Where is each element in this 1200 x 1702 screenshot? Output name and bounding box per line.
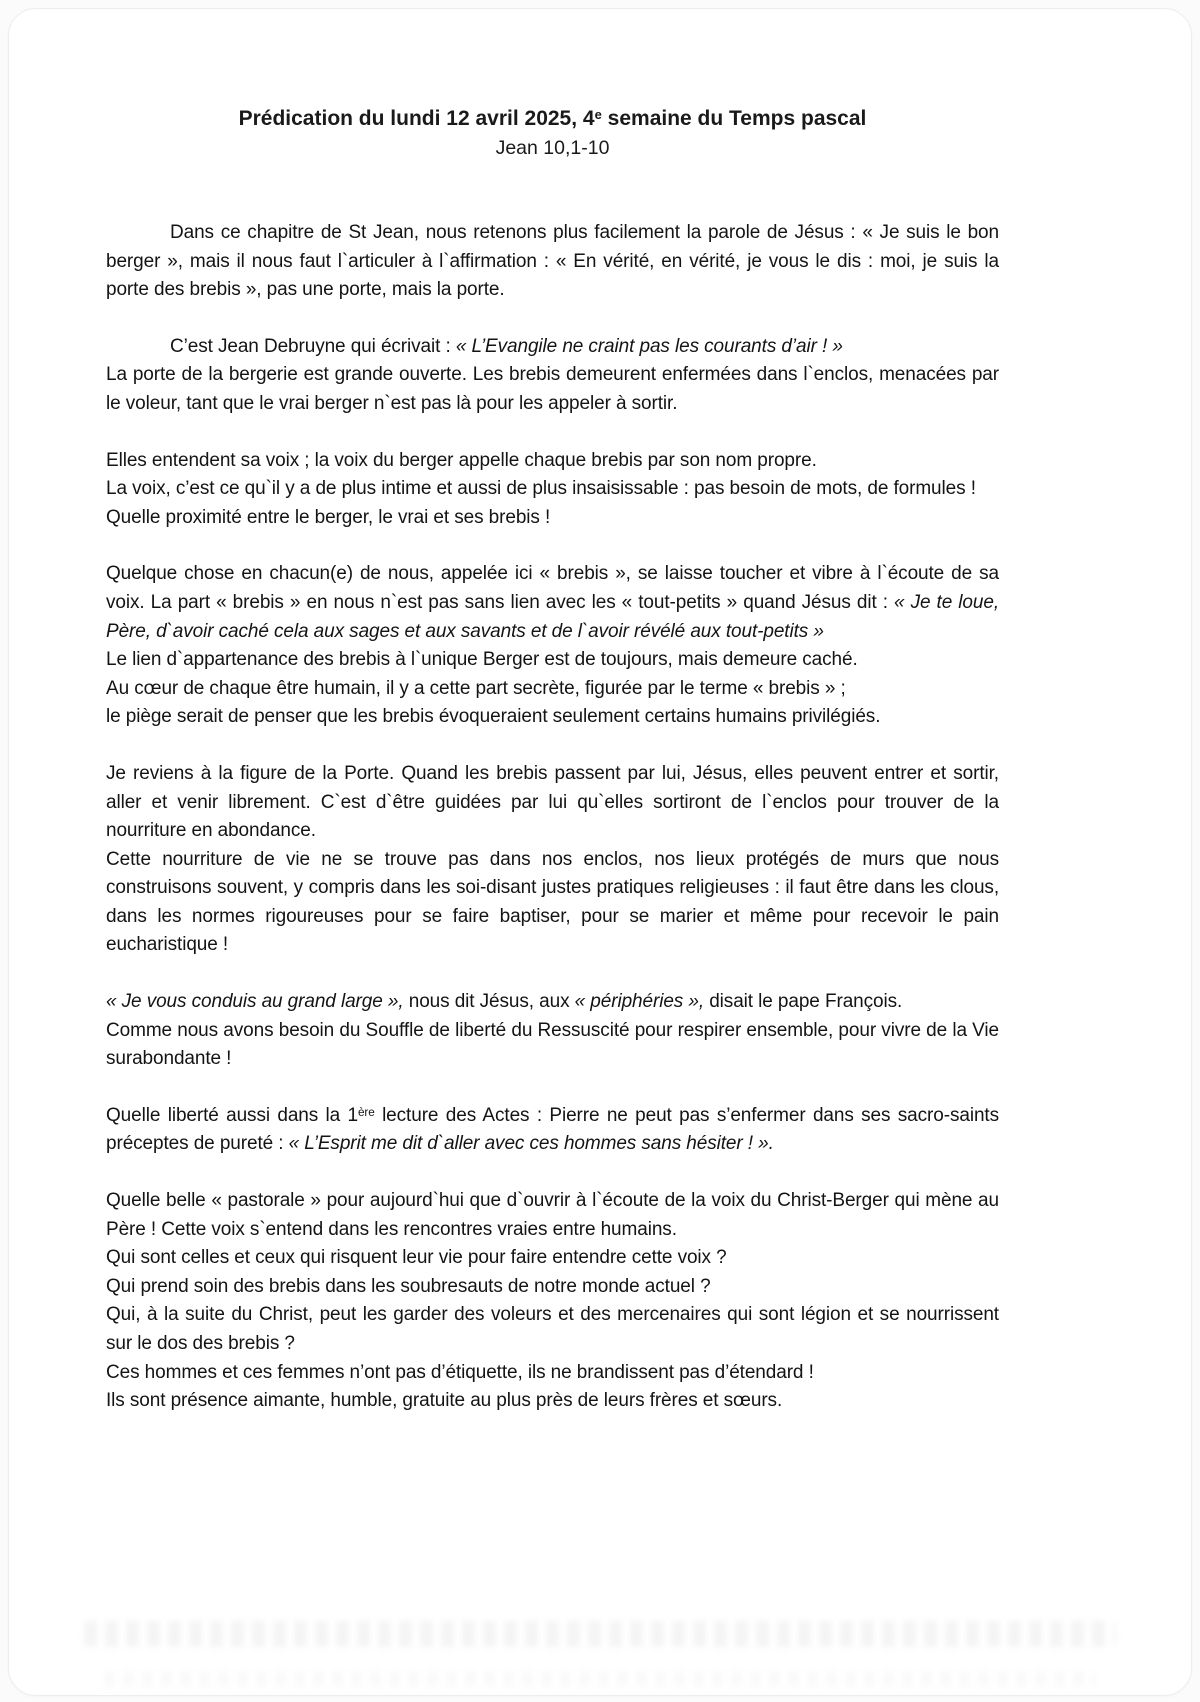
- text-run: Cette nourriture de vie ne se trouve pas dans nos enclos, nos lieux protégés de murs que nous construisons souvent, y compris dans les soi-disant justes pratiques religieuses : il faut être dans les clous, dans les normes rigoureuses pour se faire baptiser, pour se marier et même pour recevoir le pain eucharistique !: [106, 848, 999, 956]
- quoted-italic-text: « périphéries »,: [574, 991, 705, 1013]
- text-run: disait le pape François.: [704, 991, 903, 1013]
- text-run: lecture des Actes : Pierre ne peut pas s’enfermer dans ses sacro-saints préceptes de pureté :: [106, 1104, 999, 1155]
- paragraph: [106, 560, 999, 732]
- text-run: semaine du Temps pascal: [601, 107, 867, 130]
- document-title: [106, 104, 999, 133]
- next-page-ghost-text-row: [84, 1621, 1116, 1647]
- text-run: Je reviens à la figure de la Porte. Quand les brebis passent par lui, Jésus, elles peuvent entrer et sortir, aller et venir librement. C`est d`être guidées par lui qu`elles sortiront de l`enclos pour trouver de la nourriture en abondance.: [106, 762, 999, 842]
- superscript-text: ère: [357, 1105, 375, 1119]
- superscript-text: e: [594, 107, 602, 123]
- text-run: C’est Jean Debruyne qui écrivait :: [170, 335, 456, 357]
- next-page-ghost-text-row: [104, 1671, 1096, 1687]
- text-run: Quelle proximité entre le berger, le vrai et ses brebis !: [106, 506, 551, 528]
- text-run: Qui prend soin des brebis dans les soubresauts de notre monde actuel ?: [106, 1275, 711, 1297]
- paragraph: [106, 447, 999, 533]
- text-run: Qui sont celles et ceux qui risquent leur vie pour faire entendre cette voix ?: [106, 1247, 727, 1269]
- text-run: Quelle liberté aussi dans la 1: [106, 1104, 358, 1126]
- text-run: Le lien d`appartenance des brebis à l`unique Berger est de toujours, mais demeure caché.: [106, 649, 858, 671]
- text-run: Prédication du lundi 12 avril 2025, 4: [238, 107, 595, 130]
- quoted-italic-text: « L’Esprit me dit d`aller avec ces hommes sans hésiter ! ».: [288, 1133, 774, 1155]
- document-subtitle: Jean 10,1-10: [495, 137, 610, 159]
- text-run: Ces hommes et ces femmes n’ont pas d’étiquette, ils ne brandissent pas d’étendard !: [106, 1361, 814, 1383]
- text-run: le piège serait de penser que les brebis évoqueraient seulement certains humains privilégiés.: [106, 706, 881, 728]
- paragraph: [106, 1102, 999, 1159]
- quoted-italic-text: « Je vous conduis au grand large »,: [106, 991, 404, 1013]
- paragraph: [106, 219, 999, 305]
- text-run: Quelle belle « pastorale » pour aujourd`hui que d`ouvrir à l`écoute de la voix du Christ-Berger qui mène au Père ! Cette voix s`entend dans les rencontres vraies entre humains.: [106, 1190, 999, 1240]
- quoted-italic-text: « Je te loue, Père, d`avoir caché cela aux sages et aux savants et de l`avoir révélé aux tout-petits »: [106, 591, 999, 642]
- paragraph: [106, 1187, 999, 1416]
- text-run: Quelque chose en chacun(e) de nous, appelée ici « brebis », se laisse toucher et vibre à l`écoute de sa voix. La part « brebis » en nous n`est pas sans lien avec les « tout-petits » quand Jésus dit :: [106, 563, 999, 613]
- paragraph: [106, 333, 999, 419]
- text-run: nous dit Jésus, aux: [403, 991, 575, 1013]
- text-run: Ils sont présence aimante, humble, gratuite au plus près de leurs frères et sœurs.: [106, 1390, 783, 1412]
- document-body: [106, 219, 999, 1416]
- paragraph: [106, 760, 999, 960]
- text-run: Au cœur de chaque être humain, il y a cette part secrète, figurée par le terme « brebis » ;: [106, 677, 846, 699]
- text-run: Dans ce chapitre de St Jean, nous retenons plus facilement la parole de Jésus : « Je suis le bon berger », mais il nous faut l`articuler à l`affirmation : « En vérité, en vérité, je vous le dis : moi, je suis la porte des brebis », pas une porte, mais la porte.: [106, 222, 999, 301]
- text-run: La voix, c’est ce qu`il y a de plus intime et aussi de plus insaisissable : pas besoin de mots, de formules !: [106, 478, 976, 500]
- text-run: Elles entendent sa voix ; la voix du berger appelle chaque brebis par son nom propre.: [106, 449, 817, 471]
- text-run: Comme nous avons besoin du Souffle de liberté du Ressuscité pour respirer ensemble, pour vivre de la Vie surabondante !: [106, 1019, 999, 1070]
- text-run: Qui, à la suite du Christ, peut les garder des voleurs et des mercenaires qui sont légion et se nourrissent sur le dos des brebis ?: [106, 1304, 999, 1354]
- document-page: [8, 8, 1192, 1696]
- quoted-italic-text: « L’Evangile ne craint pas les courants d’air ! »: [455, 335, 843, 357]
- text-run: La porte de la bergerie est grande ouverte. Les brebis demeurent enfermées dans l`enclos, menacées par le voleur, tant que le vrai berger n`est pas là pour les appeler à sortir.: [106, 364, 999, 414]
- paragraph: [106, 988, 999, 1074]
